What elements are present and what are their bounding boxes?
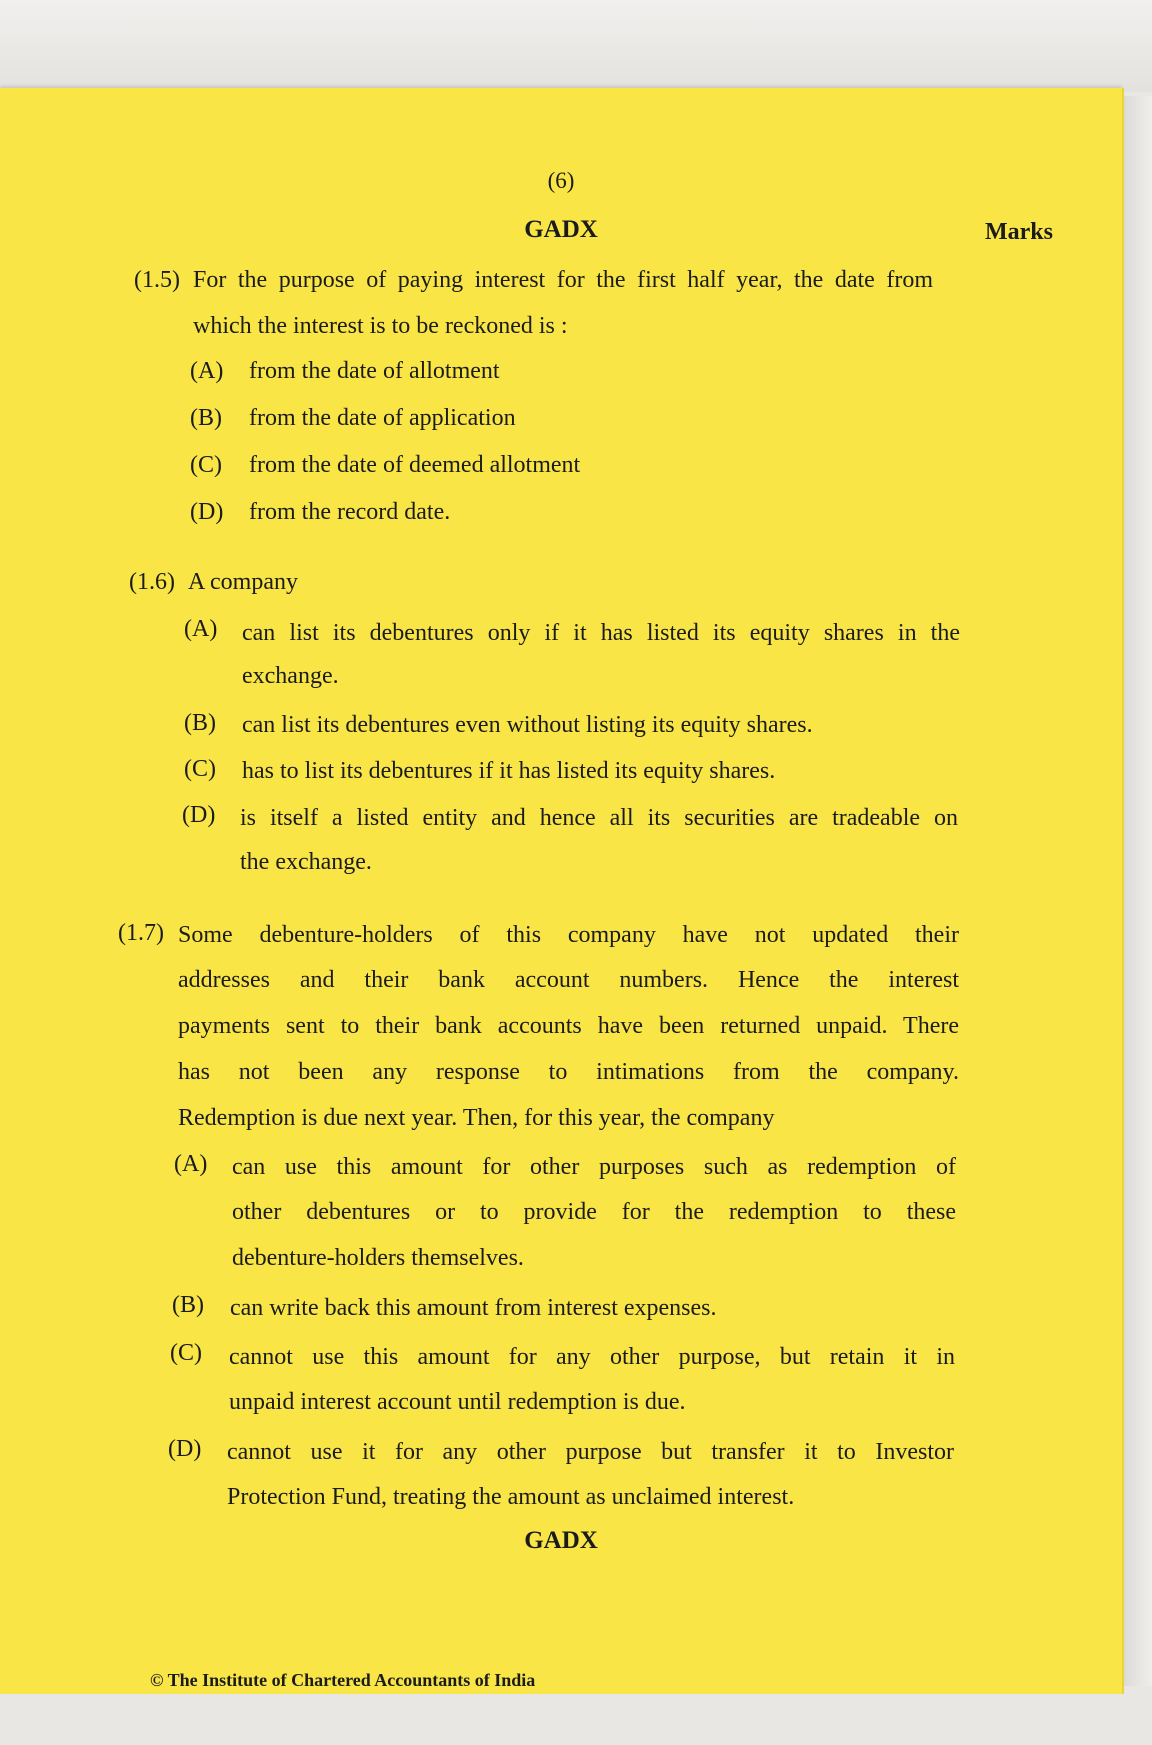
option-text: can list its debentures even without listing its equity shares. (242, 712, 813, 738)
option-text: debenture-holders themselves. (232, 1245, 524, 1271)
option-label: (C) (190, 452, 222, 478)
option-label: (C) (170, 1340, 202, 1366)
option-label: (B) (190, 405, 222, 431)
option-text: can write back this amount from interest expenses. (230, 1295, 717, 1321)
option-label: (C) (184, 756, 216, 782)
question-number: (1.5) (134, 267, 180, 293)
option-text: from the date of deemed allotment (249, 452, 581, 478)
copyright-notice: © The Institute of Chartered Accountants of India (150, 1670, 536, 1690)
question-stem-line: Redemption is due next year. Then, for this year, the company (178, 1105, 775, 1131)
option-text: the exchange. (240, 849, 372, 875)
option-text: can list its debentures only if it has listed its equity shares in the (242, 620, 960, 646)
option-label: (B) (172, 1292, 204, 1318)
question-stem-line: For the purpose of paying interest for the first half year, the date from (193, 267, 933, 293)
question-number: (1.6) (129, 569, 175, 595)
option-label: (D) (182, 802, 216, 828)
option-text: unpaid interest account until redemption is due. (229, 1389, 686, 1415)
option-text: other debentures or to provide for the redemption to these (232, 1199, 956, 1225)
option-label: (A) (190, 358, 224, 384)
option-text: can use this amount for other purposes such as redemption of (232, 1154, 956, 1180)
option-text: has to list its debentures if it has listed its equity shares. (242, 758, 776, 784)
option-label: (D) (190, 499, 224, 525)
scan-background-edge (1122, 96, 1152, 1686)
option-text: cannot use this amount for any other purpose, but retain it in (229, 1344, 955, 1370)
question-stem-line: which the interest is to be reckoned is : (193, 313, 568, 339)
option-label: (A) (174, 1151, 208, 1177)
question-stem-line: has not been any response to intimations from the company. (178, 1059, 959, 1085)
option-text: from the record date. (249, 499, 451, 525)
option-label: (D) (168, 1436, 202, 1462)
option-label: (B) (184, 710, 216, 736)
question-stem-line: Some debenture-holders of this company have not updated their (178, 922, 959, 948)
paper-code-header: GADX (524, 216, 598, 243)
question-stem-line: addresses and their bank account numbers. Hence the interest (178, 967, 959, 993)
question-stem-line: A company (188, 569, 298, 595)
option-label: (A) (184, 616, 218, 642)
option-text: from the date of application (249, 405, 516, 431)
paper-code-footer: GADX (524, 1527, 598, 1554)
option-text: is itself a listed entity and hence all its securities are tradeable on (240, 805, 958, 831)
page-number: (6) (547, 168, 575, 193)
question-number: (1.7) (118, 920, 164, 946)
option-text: cannot use it for any other purpose but transfer it to Investor (227, 1439, 954, 1465)
option-text: exchange. (242, 663, 339, 689)
question-stem-line: payments sent to their bank accounts have been returned unpaid. There (178, 1013, 959, 1039)
option-text: Protection Fund, treating the amount as unclaimed interest. (227, 1484, 795, 1510)
marks-column-label: Marks (985, 219, 1053, 245)
option-text: from the date of allotment (249, 358, 500, 384)
scan-background-top (0, 0, 1152, 92)
